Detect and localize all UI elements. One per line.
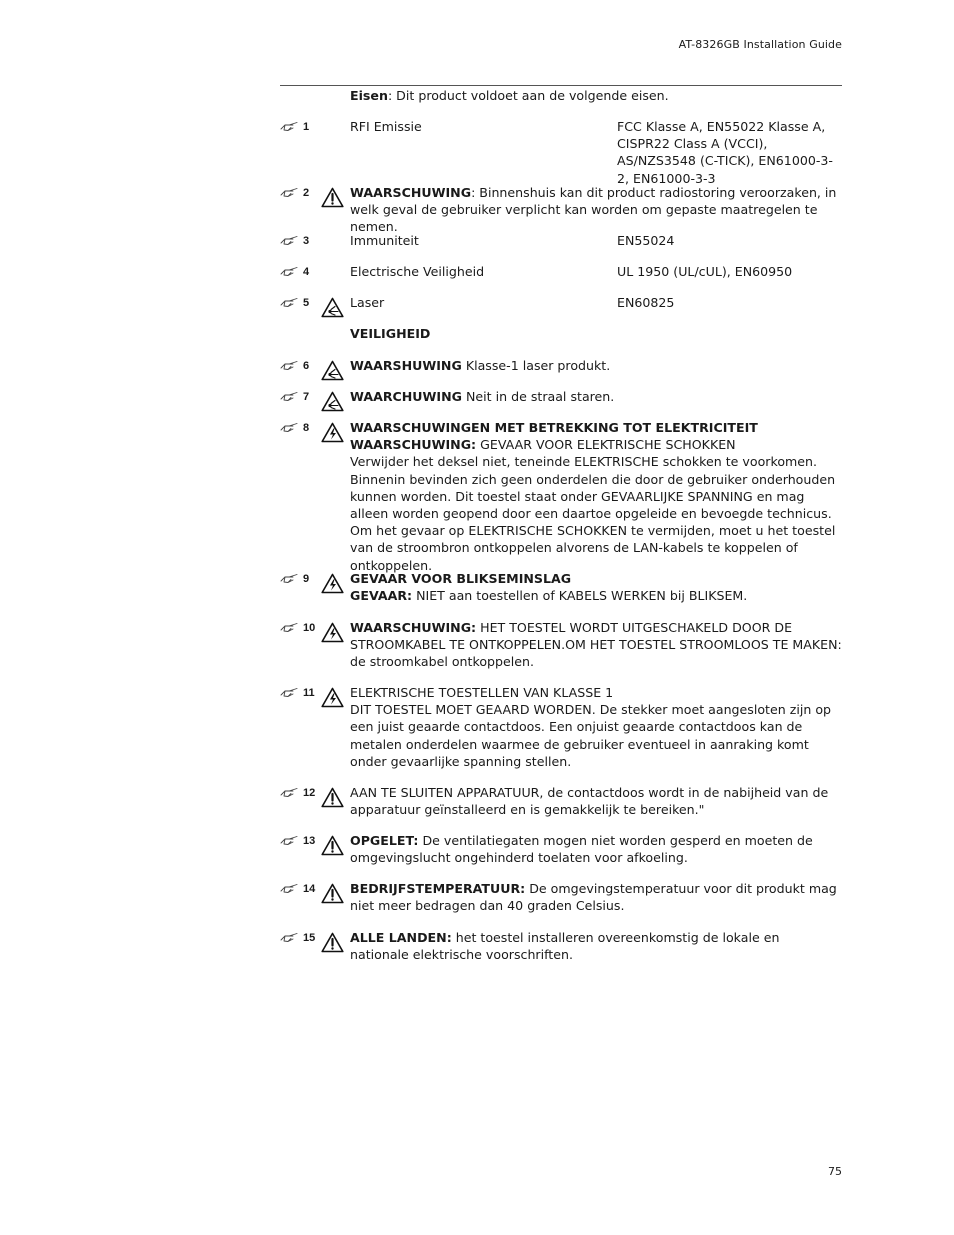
item-bold: WAARSCHUWINGEN MET BETREKKING TOT ELEKTRICITEIT xyxy=(350,420,758,435)
item-number: 11 xyxy=(303,687,315,699)
item-text: : Binnenshuis kan dit product radiostoring veroorzaken, in welk geval de gebruiker verplicht kan worden om gepaste maatregelen te nemen. xyxy=(350,185,837,235)
list-item xyxy=(280,832,842,880)
item-label: RFI Emissie xyxy=(350,119,422,134)
item-bold: WAARCHUWING xyxy=(350,389,462,404)
item-bold: WAARSCHUWING: xyxy=(350,620,477,635)
item-number: 7 xyxy=(303,391,310,403)
electrical-hazard-icon xyxy=(321,622,344,643)
item-label: Electrische Veiligheid xyxy=(350,264,485,279)
item-ref xyxy=(280,264,316,278)
item-ref xyxy=(280,930,316,944)
item-bold: ALLE LANDEN: xyxy=(350,930,452,945)
pointing-hand-icon xyxy=(280,187,299,198)
laser-warning-icon xyxy=(321,297,344,318)
item-number: 14 xyxy=(303,883,316,895)
item-number: 8 xyxy=(303,422,310,434)
item-bold: OPGELET: xyxy=(350,833,419,848)
item-ref xyxy=(280,358,316,372)
item-bold: WAARSCHUWING xyxy=(350,185,472,200)
list-item xyxy=(280,570,842,619)
list-item xyxy=(280,118,842,184)
pointing-hand-icon xyxy=(280,573,299,584)
item-label: Laser xyxy=(350,295,385,310)
item-bold-secondary: WAARSCHUWING: xyxy=(350,437,477,453)
warning-triangle-icon xyxy=(321,883,344,904)
page-number: 75 xyxy=(828,1165,842,1178)
item-number: 1 xyxy=(303,121,310,133)
pointing-hand-icon xyxy=(280,883,299,894)
item-text-secondary: DIT TOESTEL MOET GEAARD WORDEN. De stekker moet aangesloten zijn op een juist geaarde contactdoos. Een onjuist geaarde contactdoos kan de metalen onderdelen waarmee de gebruiker eventueel in aanraking komt onder gevaarlijke spanning stellen. xyxy=(350,702,832,769)
pointing-hand-icon xyxy=(280,622,299,633)
item-value: EN60825 xyxy=(617,295,675,310)
pointing-hand-icon xyxy=(280,835,299,846)
item-number: 3 xyxy=(303,235,310,247)
item-bold: GEVAAR VOOR BLIKSEMINSLAG xyxy=(350,571,572,586)
pointing-hand-icon xyxy=(280,297,299,308)
pointing-hand-icon xyxy=(280,422,299,433)
electrical-hazard-icon xyxy=(321,573,344,594)
item-ref xyxy=(280,295,316,309)
header-rule xyxy=(280,85,842,86)
item-ref xyxy=(280,685,316,699)
item-ref xyxy=(280,785,316,799)
item-number: 5 xyxy=(303,297,310,309)
pointing-hand-icon xyxy=(280,266,299,277)
item-ref xyxy=(280,620,316,634)
warning-triangle-icon xyxy=(321,787,344,808)
item-bold-secondary: GEVAAR: xyxy=(350,588,413,604)
pointing-hand-icon xyxy=(280,391,299,402)
list-item xyxy=(280,232,842,263)
item-text-secondary: NIET aan toestellen of KABELS WERKEN bij BLIKSEM. xyxy=(412,588,748,604)
pointing-hand-icon xyxy=(280,687,299,698)
intro-text: : Dit product voldoet aan de volgende eisen. xyxy=(387,88,669,103)
item-text: De omgevingstemperatuur voor dit produkt mag niet meer bedragen dan 40 graden Celsius. xyxy=(350,881,837,914)
list-item xyxy=(280,880,842,929)
section-heading: VEILIGHEID xyxy=(350,326,431,341)
electrical-hazard-icon xyxy=(321,422,344,443)
laser-warning-icon xyxy=(321,360,344,381)
item-text: het toestel installeren overeenkomstig de lokale en nationale elektrische voorschriften. xyxy=(350,930,780,963)
item-ref xyxy=(280,119,316,133)
list-item xyxy=(280,929,842,977)
warning-triangle-icon xyxy=(321,932,344,953)
item-ref xyxy=(280,389,316,403)
item-text: ELEKTRISCHE TOESTELLEN VAN KLASSE 1 xyxy=(350,685,614,700)
pointing-hand-icon xyxy=(280,360,299,371)
electrical-hazard-icon xyxy=(321,687,344,708)
item-number: 2 xyxy=(303,187,310,199)
item-ref xyxy=(280,185,316,199)
warning-triangle-icon xyxy=(321,187,344,208)
intro-label: Eisen xyxy=(350,88,388,103)
item-ref xyxy=(280,833,316,847)
running-header: AT-8326GB Installation Guide xyxy=(678,38,842,51)
pointing-hand-icon xyxy=(280,787,299,798)
item-number: 13 xyxy=(303,835,316,847)
item-value: FCC Klasse A, EN55022 Klasse A, CISPR22 Class A (VCCI), AS/NZS3548 (C-TICK), EN61000-3-2, EN61000-3-3 xyxy=(617,119,833,186)
item-number: 6 xyxy=(303,360,310,372)
item-number: 15 xyxy=(303,932,316,944)
item-text: AAN TE SLUITEN APPARATUUR, de contactdoos wordt in de nabijheid van de apparatuur geïnstalleerd en is gemakkelijk te bereiken." xyxy=(350,785,829,818)
item-text-secondary: GEVAAR VOOR ELEKTRISCHE SCHOKKEN xyxy=(476,437,736,453)
item-text: HET TOESTEL WORDT UITGESCHAKELD DOOR DE STROOMKABEL TE ONTKOPPELEN.OM HET TOESTEL STROOMLOOS TE MAKEN: de stroomkabel ontkoppelen. xyxy=(350,620,842,670)
item-bold: BEDRIJFSTEMPERATUUR: xyxy=(350,881,526,896)
item-number: 9 xyxy=(303,573,310,585)
list-item xyxy=(280,184,842,235)
item-ref xyxy=(280,881,316,895)
warning-triangle-icon xyxy=(321,835,344,856)
list-item xyxy=(280,357,842,388)
requirements-list xyxy=(280,87,842,977)
item-text: De ventilatiegaten mogen niet worden gesperd en moeten de omgevingslucht ongehinderd toelaten voor afkoeling. xyxy=(350,833,813,866)
list-item xyxy=(280,784,842,832)
item-number: 12 xyxy=(303,787,316,799)
item-text: Neit in de straal staren. xyxy=(461,389,615,404)
list-item xyxy=(280,263,842,294)
item-text: Verwijder het deksel niet, teneinde ELEKTRISCHE schokken te voorkomen. Binnenin bevinden zich geen onderdelen die door de gebruiker onderhouden kunnen worden. Dit toestel staat onder GEVAARLIJKE SPANNING en mag alleen worden geopend door een daartoe opgeleide en bevoegde technicus. Om het gevaar op ELEKTRISCHE SCHOKKEN te vermijden, moet u het toestel van de stroombron ontkoppelen alvorens de LAN-kabels te koppelen of ontkoppelen. xyxy=(350,454,836,573)
pointing-hand-icon xyxy=(280,932,299,943)
list-item xyxy=(280,619,842,684)
item-ref xyxy=(280,571,316,585)
item-bold: WAARSHUWING xyxy=(350,358,462,373)
laser-warning-icon xyxy=(321,391,344,412)
item-ref xyxy=(280,233,316,247)
list-item xyxy=(280,419,842,573)
item-number: 10 xyxy=(303,622,316,634)
item-value: EN55024 xyxy=(617,233,675,248)
list-item xyxy=(280,294,842,325)
item-number: 4 xyxy=(303,266,310,278)
list-item xyxy=(280,684,842,784)
pointing-hand-icon xyxy=(280,121,299,132)
pointing-hand-icon xyxy=(280,235,299,246)
item-text: Klasse-1 laser produkt. xyxy=(461,358,611,373)
item-ref xyxy=(280,420,316,434)
intro-line xyxy=(280,87,842,118)
item-value: UL 1950 (UL/cUL), EN60950 xyxy=(617,264,793,279)
item-label: Immuniteit xyxy=(350,233,419,248)
list-item xyxy=(280,388,842,419)
